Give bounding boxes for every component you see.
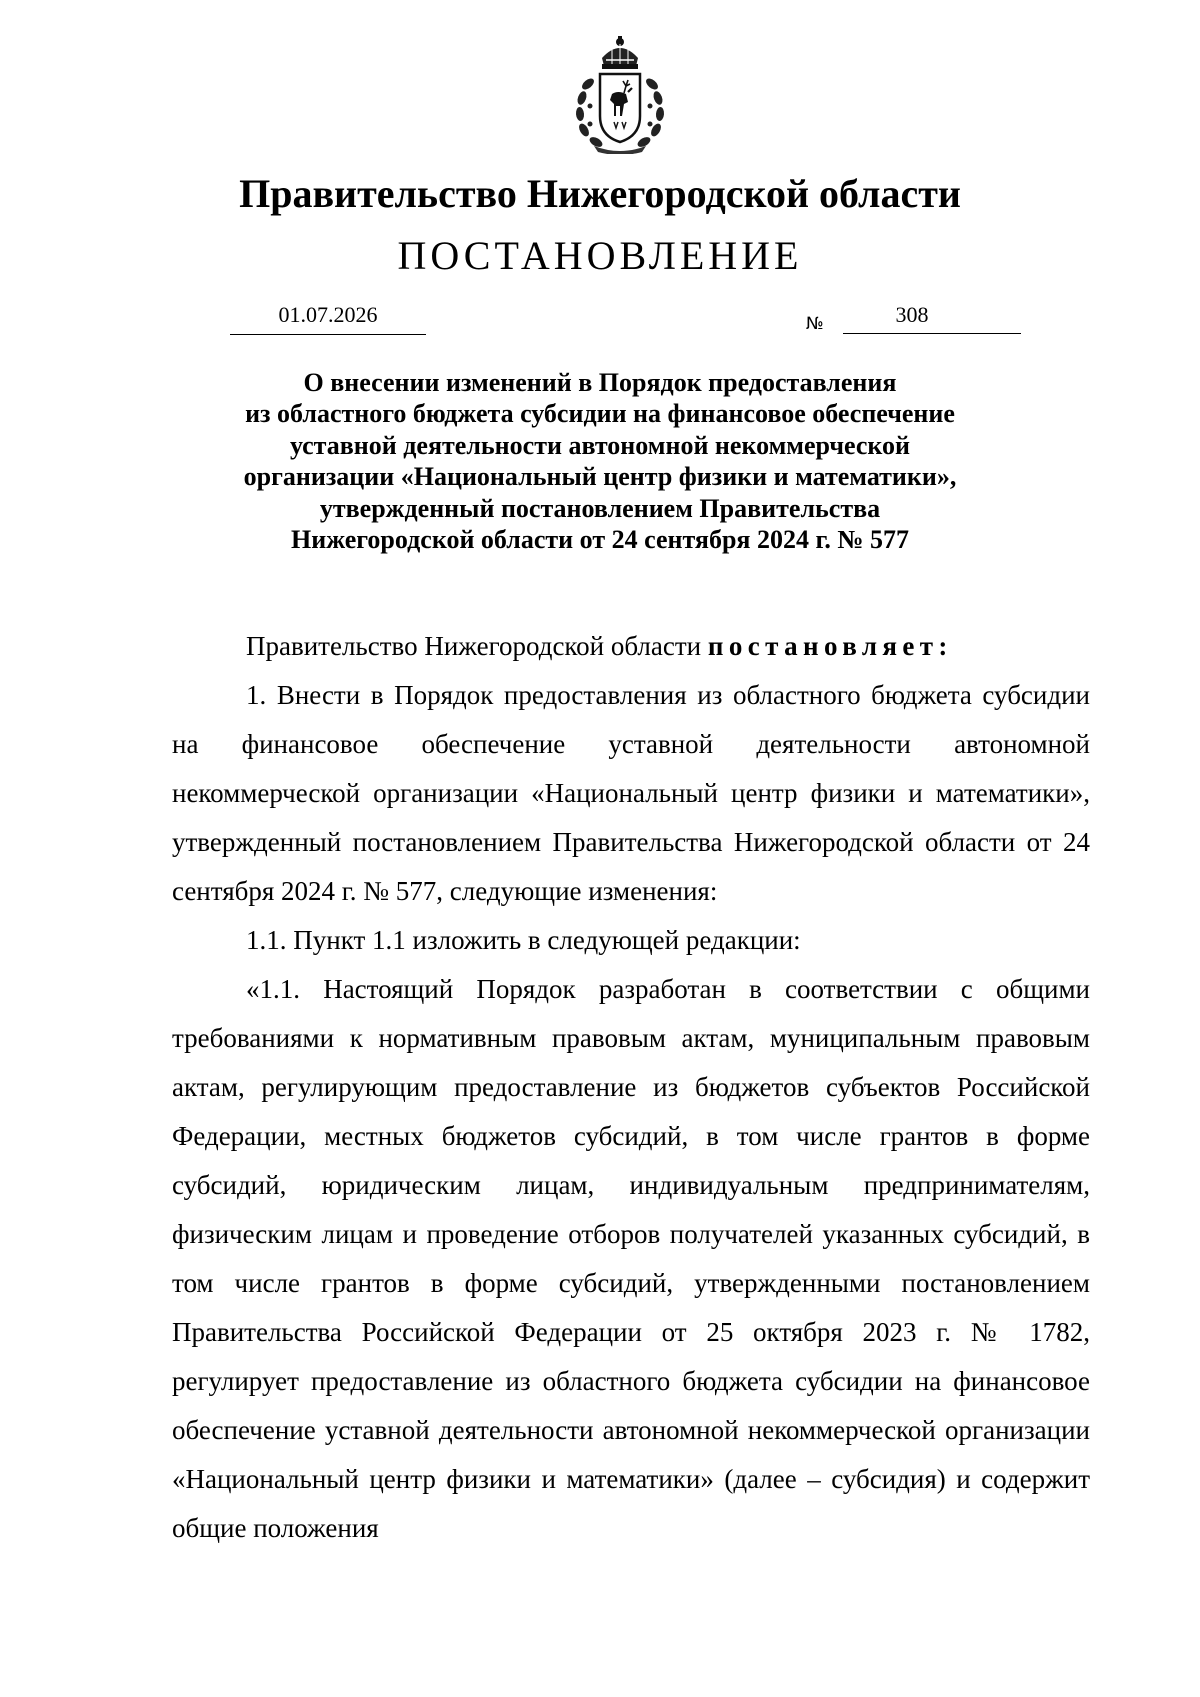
preamble-subject: Правительство Нижегородской области: [246, 631, 702, 661]
shield: [600, 74, 640, 142]
quoted-paragraph: «1.1. Настоящий Порядок разработан в соответствии с общими требованиями к нормативным правовым актам, муниципальным правовым актам, регулирующим предоставление из бюджетов субъектов Российской Федерации, местных бюджетов субсидий, в том числе грантов в форме субсидий, юридическим лицам, индивидуальным предпринимателям, физическим лицам и проведение отборов получателей указанных субсидий, в том числе грантов в форме субсидий, утвержденными постановлением Правительства Российской Федерации от 25 октября 2023 г. № 1782, регулирует предоставление из областного бюджета субсидии на финансовое обеспечение уставной деятельности автономной некоммерческой организации «Национальный центр физики и математики» (далее – субсидия) и содержит общие положения: [172, 974, 1090, 1543]
paragraph-1-1: 1.1. Пункт 1.1 изложить в следующей редакции:: [246, 925, 801, 955]
crown-icon: [602, 36, 638, 69]
document-type: ПОСТАНОВЛЕНИЕ: [397, 233, 803, 278]
document-heading: [180, 367, 1020, 555]
decree-number: 308: [843, 300, 1021, 334]
heading-line: организации «Национальный центр физики и математики»,: [243, 462, 957, 492]
preamble-verb: постановляет:: [707, 631, 953, 661]
heading-line: О внесении изменений в Порядок предоставления: [303, 368, 897, 397]
heading-line: из областного бюджета субсидии на финансовое обеспечение: [245, 399, 955, 429]
heading-line: утвержденный постановлением Правительства: [319, 493, 881, 523]
preamble-paragraph: [172, 622, 1090, 671]
heading-line: Нижегородской области от 24 сентября 2024 г. № 577: [291, 525, 909, 555]
number-sign: №: [806, 314, 824, 334]
paragraph-1: 1. Внести в Порядок предоставления из областного бюджета субсидии на финансовое обеспечение уставной деятельности автономной некоммерческой организации «Национальный центр физики и математики», утвержденный постановлением Правительства Нижегородской области от 24 сентября 2024 г. № 577, следующие изменения:: [172, 680, 1090, 906]
document-body: [172, 622, 1090, 1553]
coat-of-arms-emblem: [568, 36, 672, 154]
government-title: Правительство Нижегородской области: [239, 171, 961, 216]
ribbon: [594, 146, 646, 154]
heading-line: уставной деятельности автономной некоммерческой: [289, 430, 911, 460]
decree-date: 01.07.2026: [230, 300, 426, 335]
